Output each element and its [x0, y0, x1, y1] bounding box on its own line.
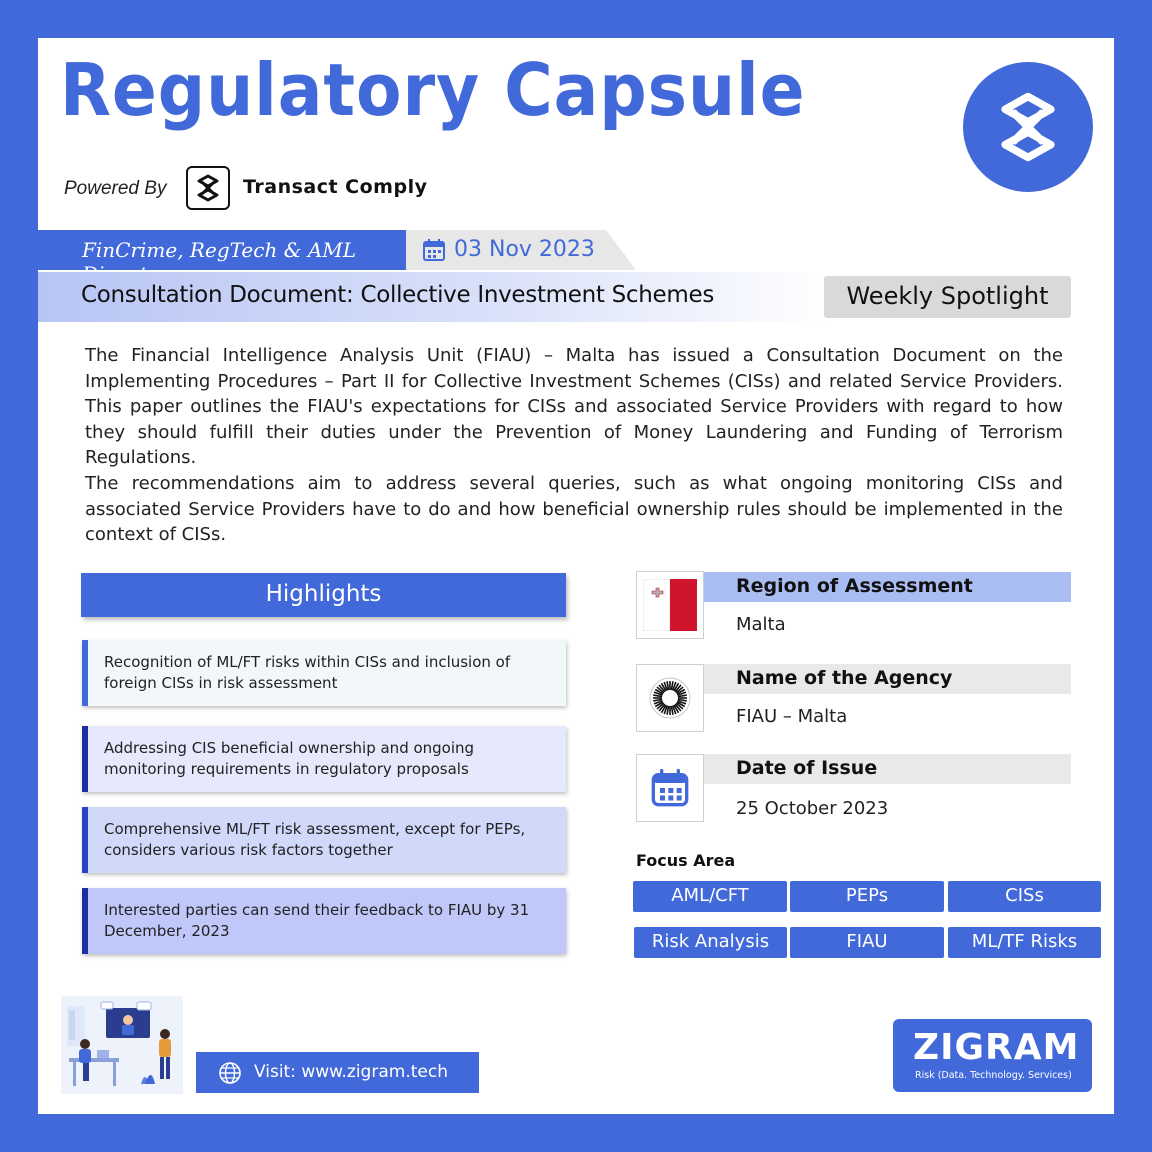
focus-area-label: Focus Area — [636, 851, 736, 870]
malta-flag-icon — [636, 571, 704, 639]
page-title: Regulatory Capsule — [60, 48, 806, 132]
highlight-item: Comprehensive ML/FT risk assessment, except for PEPs, considers various risk factors together — [82, 807, 566, 873]
capsule-card — [38, 38, 1114, 1114]
visit-website-link[interactable]: Visit: www.zigram.tech — [196, 1052, 479, 1093]
region-label: Region of Assessment — [704, 572, 1071, 602]
highlight-item: Recognition of ML/FT risks within CISs and inclusion of foreign CISs in risk assessment — [82, 640, 566, 706]
focus-tag: PEPs — [790, 881, 944, 912]
publish-date: 03 Nov 2023 — [454, 237, 595, 262]
focus-tag: AML/CFT — [633, 881, 787, 912]
calendar-icon — [422, 238, 446, 262]
focus-tag: Risk Analysis — [634, 927, 787, 958]
focus-tag: FIAU — [790, 927, 944, 958]
digest-label: FinCrime, RegTech & AML — [38, 230, 406, 270]
agency-value: FIAU – Malta — [736, 706, 848, 727]
summary-paragraph-2: The recommendations aim to address several queries, such as what ongoing monitoring CISs and associated Service Providers have to do and how beneficial ownership rules should be implemented in the context of CISs. — [85, 472, 1063, 546]
highlight-item: Addressing CIS beneficial ownership and ongoing monitoring requirements in regulatory proposals — [82, 726, 566, 792]
weekly-spotlight-badge: Weekly Spotlight — [824, 276, 1071, 318]
agency-seal-icon — [636, 664, 704, 732]
transact-comply-badge-icon — [963, 62, 1093, 192]
brand-name: Transact Comply — [243, 176, 428, 198]
calendar-icon — [636, 754, 704, 822]
date-value: 25 October 2023 — [736, 798, 889, 819]
summary-paragraph-1: The Financial Intelligence Analysis Unit (FIAU) – Malta has issued a Consultation Document on the Implementing Procedures – Part II for Collective Investment Schemes (CISs) and related Service Providers. This paper outlines the FIAU's expectations for CISs and associated Service Providers with regard to how they should fulfill their duties under the Prevention of Money Laundering and Funding of Terrorism Regulations. — [85, 345, 1063, 469]
region-value: Malta — [736, 614, 786, 635]
transact-comply-logo-icon — [186, 166, 230, 210]
focus-tag: CISs — [948, 881, 1101, 912]
highlights-heading: Highlights — [81, 573, 566, 617]
highlight-item: Interested parties can send their feedback to FIAU by 31 December, 2023 — [82, 888, 566, 954]
zigram-logo-tagline: Risk (Data. Technology. Services) — [915, 1070, 1072, 1081]
zigram-logo-name: ZIGRAM — [913, 1027, 1080, 1068]
subject-title: Consultation Document: Collective Investment Schemes — [81, 282, 715, 308]
date-label: Date of Issue — [704, 754, 1071, 784]
summary-text — [85, 343, 1063, 548]
agency-label: Name of the Agency — [704, 664, 1071, 694]
remote-meeting-illustration — [61, 996, 183, 1094]
focus-tag: ML/TF Risks — [948, 927, 1101, 958]
globe-icon — [218, 1061, 242, 1085]
powered-by-label: Powered By — [64, 178, 167, 199]
zigram-logo — [893, 1019, 1092, 1092]
